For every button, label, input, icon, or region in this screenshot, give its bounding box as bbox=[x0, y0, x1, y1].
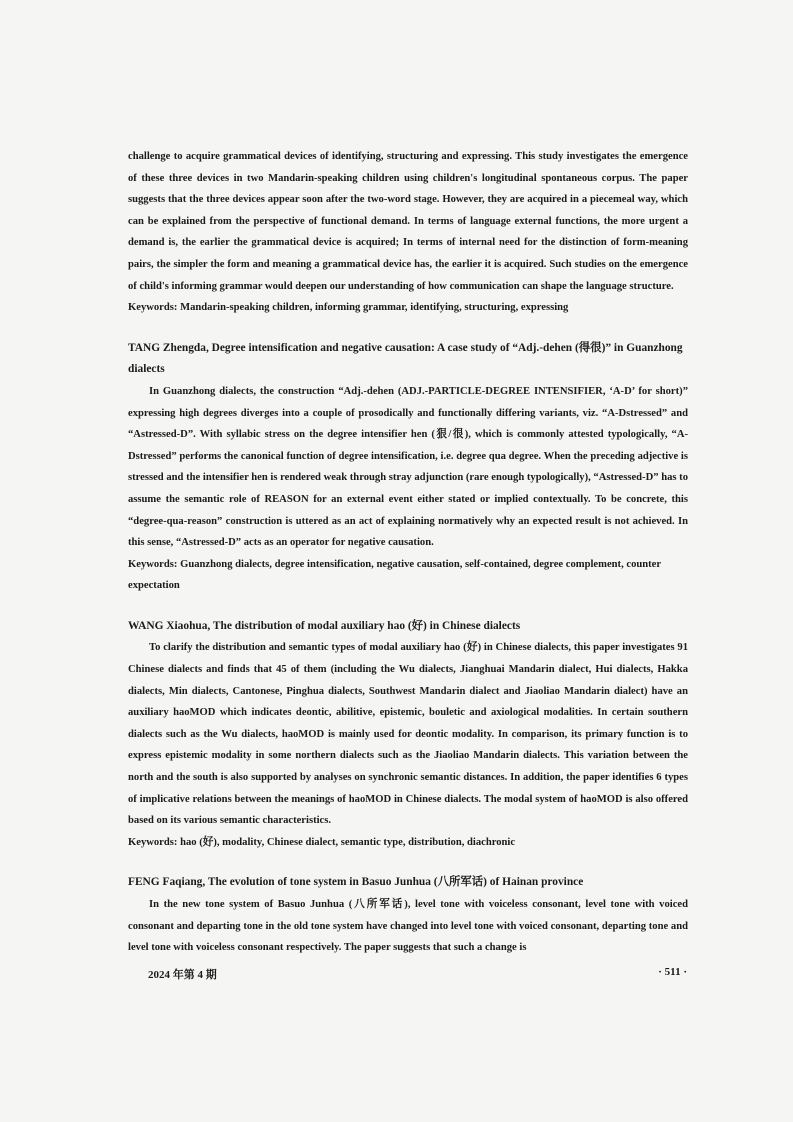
section-abstract: To clarify the distribution and semantic types of modal auxiliary hao (好) in Chinese dialects, this paper investigates 91 Chinese dialects and finds that 45 of them (including the Wu dialects, Jianghuai Mandarin dialect, Hui dialects, Hakka dialects, Min dialects, Cantonese, Pinghua dialects, Southwest Mandarin dialect and Jiaoliao Mandarin dialect) have an auxiliary haoMOD which indicates deontic, abilitive, epistemic, bouletic and axiological modalities. In certain southern dialects such as the Wu dialects, haoMOD is mainly used for deontic modality. In comparison, its primary function is to express epistemic modality in some northern dialects such as the Jiaoliao Mandarin dialects. This variation between the north and the south is also supported by analyses on synchronic semantic distances. In addition, the paper identifies 6 types of implicative relations between the meanings of haoMOD in Chinese dialects. The modal system of haoMOD is also offered based on its various semantic characteristics. bbox=[128, 642, 688, 827]
keywords-label: Keywords: bbox=[128, 558, 178, 570]
section-title: TANG Zhengda, Degree intensification and negative causation: A case study of “Adj.-dehen (得很)” in Guanzhong dialects bbox=[128, 341, 683, 376]
abstract-continuation: challenge to acquire grammatical devices of identifying, structuring and expressing. This study investigates the emergence of these three devices in two Mandarin-speaking children using children's longitudinal spontaneous corpus. The paper suggests that the three devices appear soon after the two-word stage. However, they are acquired in a piecemeal way, which can be explained from the perspective of functional demand. In terms of language external functions, the more urgent a demand is, the earlier the grammatical device is acquired; In terms of internal need for the distinction of form-meaning pairs, the simpler the form and meaning a grammatical device has, the earlier it is acquired. Such studies on the emergence of child's informing grammar would deepen our understanding of how communication can shape the language structure. bbox=[128, 151, 688, 292]
section-abstract: In Guanzhong dialects, the construction “Adj.-dehen (ADJ.-PARTICLE-DEGREE INTENSIFIER, ‘A-D’ for short)” expressing high degrees diverges into a couple of prosodically and functionally differing variants, viz. “A-Dstressed” and “Astressed-D”. With syllabic stress on the degree intensifier hen (狠/很), which is commonly attested typologically, “A-Dstressed” performs the canonical function of degree intensification, i.e. degree qua degree. When the preceding adjective is stressed and the intensifier hen is rendered weak through stray adjunction (rare enough typologically), “Astressed-D” has to assume the semantic role of REASON for an external event either stated or implied contextually. To be concrete, this “degree-qua-reason” construction is uttered as an act of explaining normatively why an expected result is not achieved. In this sense, “Astressed-D” acts as an operator for negative causation. bbox=[128, 385, 688, 549]
issue-label: 2024 年第 4 期 bbox=[148, 969, 217, 981]
keywords-line bbox=[128, 554, 688, 597]
keywords-line bbox=[128, 832, 688, 854]
keywords-text: Guanzhong dialects, degree intensification, negative causation, self-contained, degree complement, counter expectation bbox=[128, 558, 661, 592]
page-footer bbox=[148, 966, 687, 982]
keywords-label: Keywords: bbox=[128, 836, 178, 848]
section-abstract: In the new tone system of Basuo Junhua (八所军话), level tone with voiceless consonant, level tone with voiced consonant and departing tone in the old tone system have changed into level tone with voiced consonant, departing tone and level tone with voiceless consonant respectively. The paper suggests that such a change is bbox=[128, 899, 688, 954]
page-body bbox=[128, 146, 688, 959]
keywords-text: Mandarin-speaking children, informing grammar, identifying, structuring, expressing bbox=[180, 302, 569, 314]
abstract-section-feng bbox=[128, 872, 688, 958]
section-title: WANG Xiaohua, The distribution of modal auxiliary hao (好) in Chinese dialects bbox=[128, 619, 521, 632]
keywords-text: hao (好), modality, Chinese dialect, semantic type, distribution, diachronic bbox=[180, 836, 516, 848]
section-title: FENG Faqiang, The evolution of tone system in Basuo Junhua (八所军话) of Hainan province bbox=[128, 876, 584, 889]
keywords-line bbox=[128, 297, 688, 319]
abstract-section-wang bbox=[128, 616, 688, 854]
abstract-section-tang bbox=[128, 338, 688, 597]
keywords-label: Keywords: bbox=[128, 302, 178, 314]
page-number: · 511 · bbox=[658, 966, 687, 978]
